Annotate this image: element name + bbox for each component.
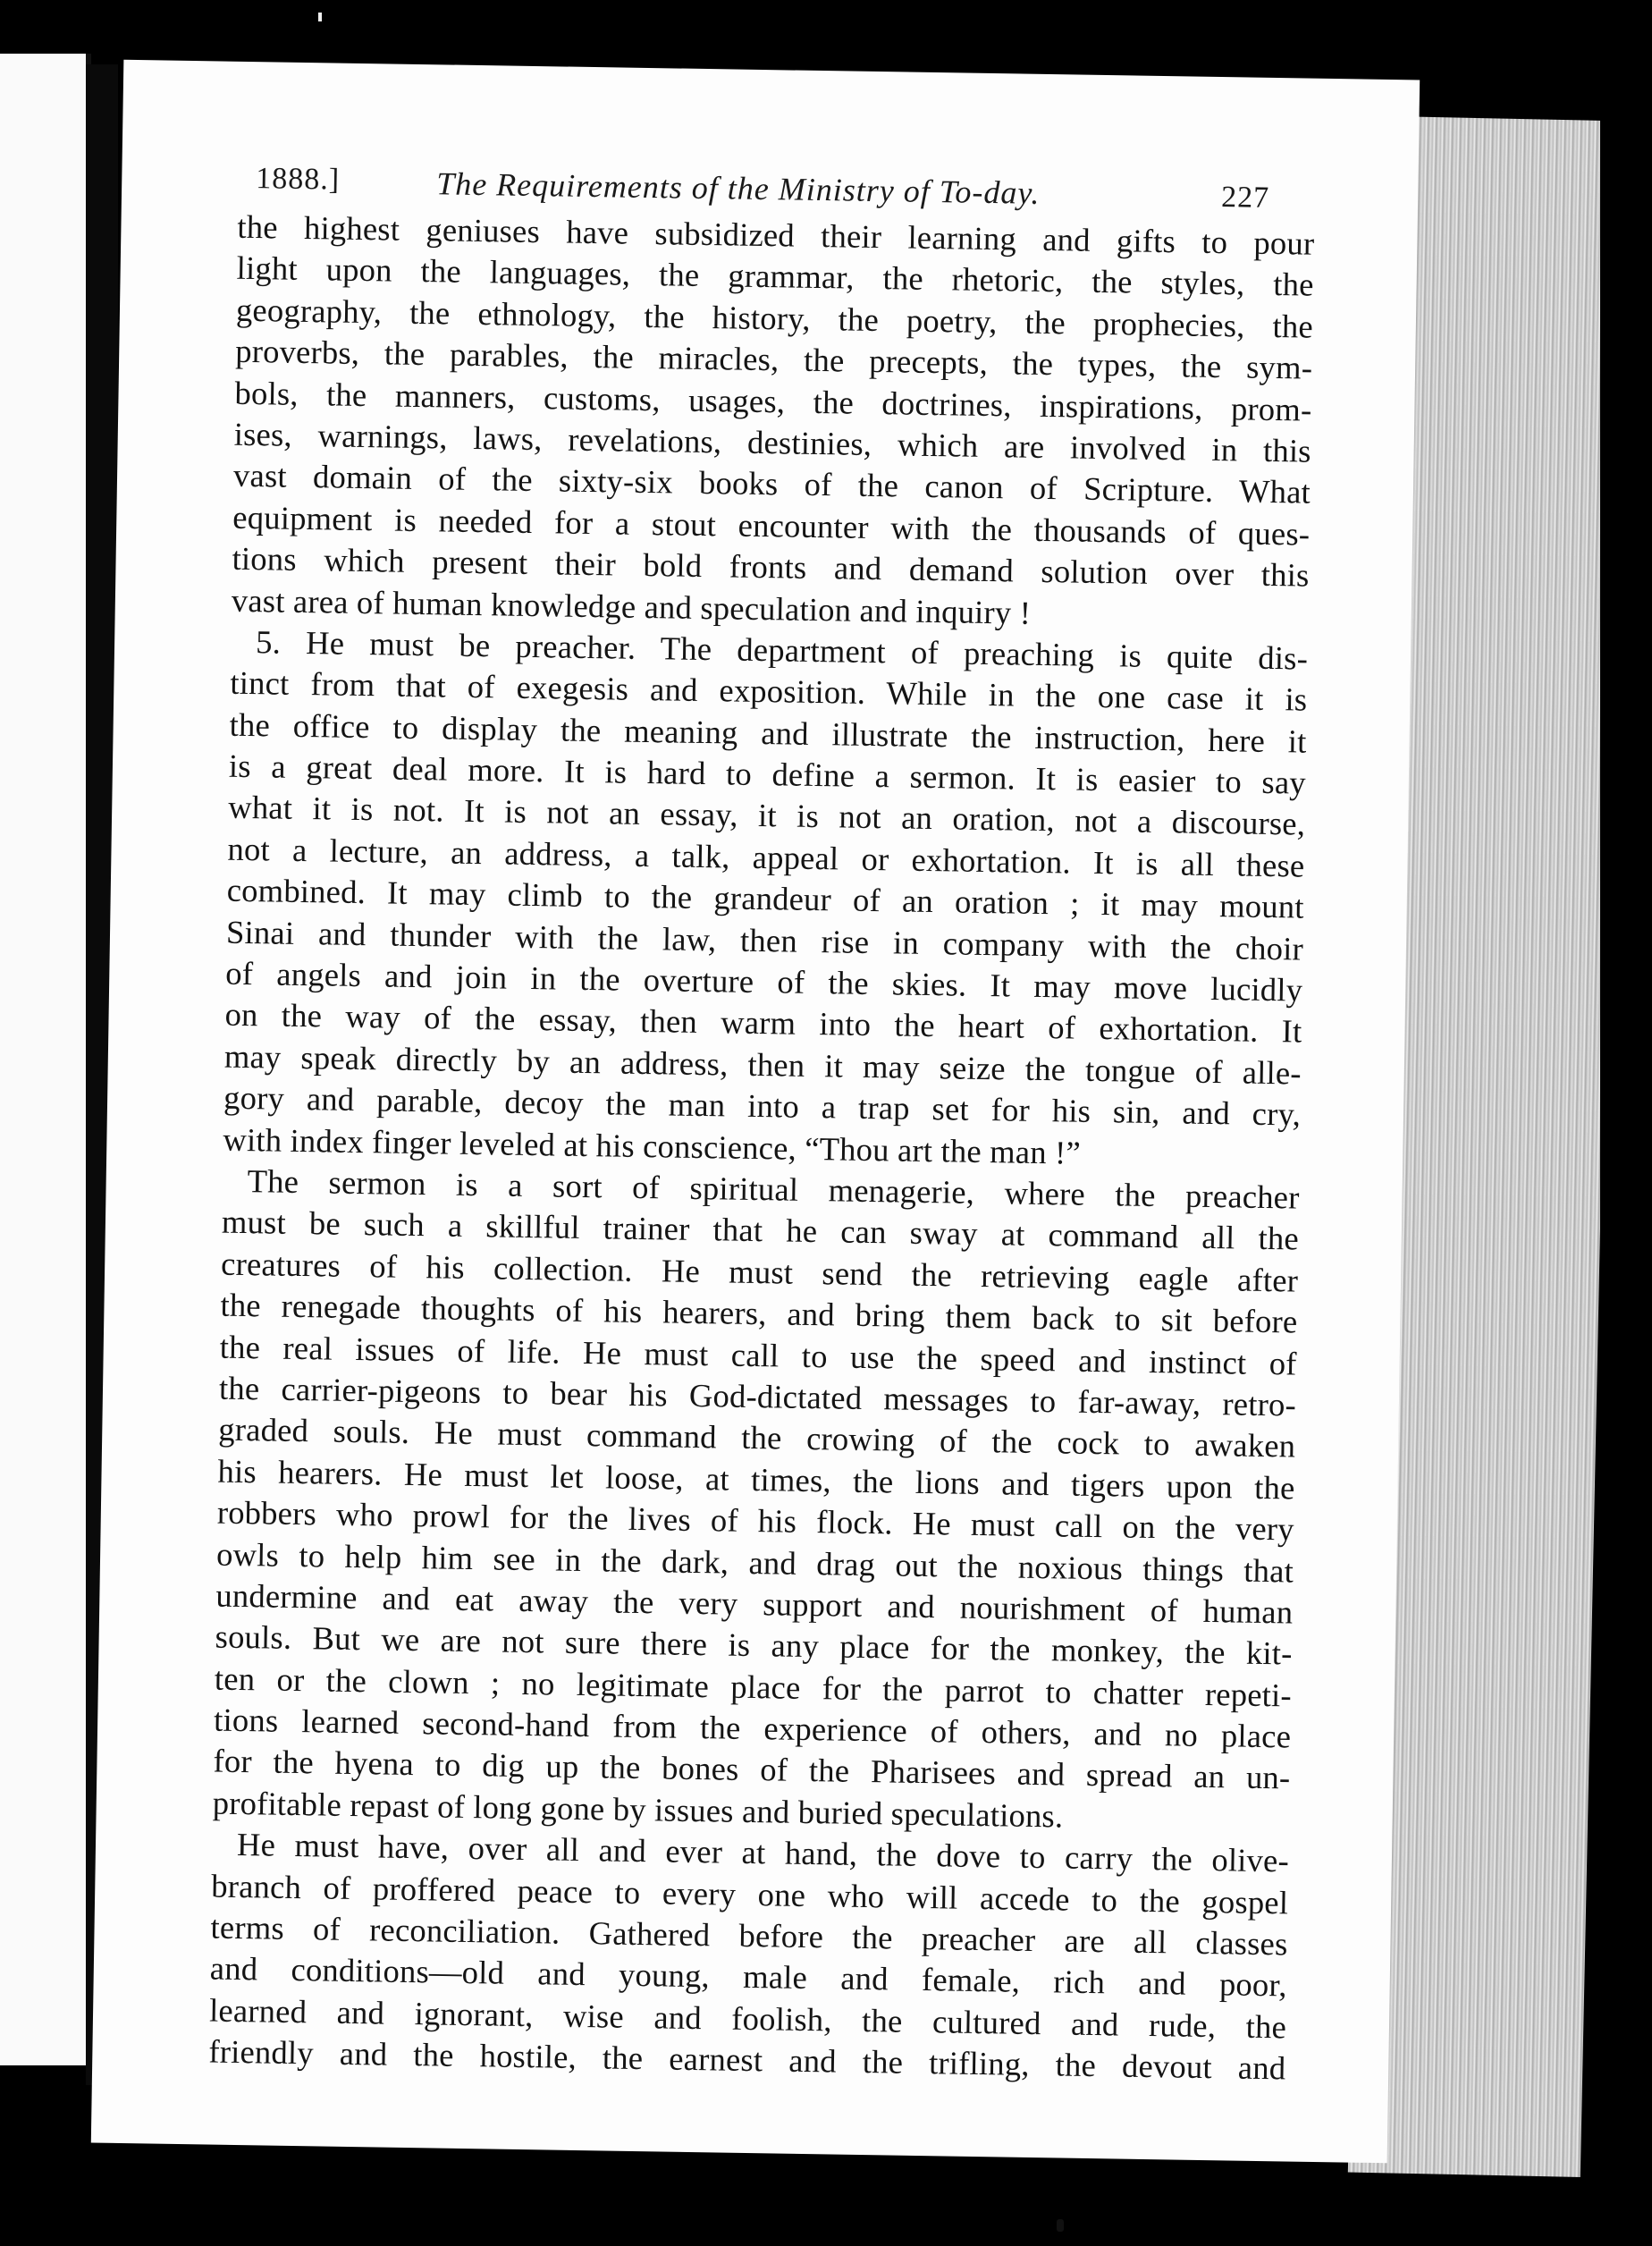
text-line: Sinai and thunder with the law, then rise in company with the choir xyxy=(225,913,1304,967)
text-line: tions learned second-hand from the experience of others, and no place xyxy=(213,1701,1292,1755)
text-line: the real issues of life. He must call to use the speed and instinct of xyxy=(219,1328,1297,1382)
text-line: graded souls. He must command the crowing of the cock to awaken xyxy=(218,1410,1296,1465)
text-line: gory and parable, decoy the man into a trap set for his sin, and cry, xyxy=(223,1078,1302,1133)
text-line: undermine and eat away the very support and nourishment of human xyxy=(215,1576,1294,1631)
text-line: friendly and the hostile, the earnest and the trifling, the devout and xyxy=(208,2032,1286,2087)
text-line: not a lecture, an address, a talk, appeal or exhortation. It is all these xyxy=(227,830,1305,884)
text-line: 5. He must be preacher. The department of preaching is quite dis- xyxy=(255,623,1309,677)
scan-speck xyxy=(1057,2219,1064,2232)
text-line: light upon the languages, the grammar, the rhetoric, the styles, the xyxy=(236,249,1314,304)
text-line: may speak directly by an address, then it may seize the tongue of alle- xyxy=(223,1037,1302,1092)
text-line: tinct from that of exegesis and exposition. While in the one case it is xyxy=(230,664,1308,718)
text-line: with index finger leveled at his conscience, “Thou art the man !” xyxy=(223,1120,1082,1171)
text-line: ises, warnings, laws, revelations, destinies, which are involved in this xyxy=(233,415,1312,469)
text-line: the renegade thoughts of his hearers, and bring them back to sit before xyxy=(220,1286,1298,1340)
text-line: is a great deal more. It is hard to define a sermon. It is easier to say xyxy=(228,747,1307,801)
text-line: proverbs, the parables, the miracles, the precepts, the types, the sym- xyxy=(234,332,1313,386)
text-line: the carrier-pigeons to bear his God-dictated messages to far-away, retro- xyxy=(218,1369,1297,1423)
running-title: The Requirements of the Ministry of To-day. xyxy=(435,165,1041,211)
text-line: The sermon is a sort of spiritual menagerie, where the preacher xyxy=(247,1162,1300,1216)
text-line: profitable repast of long gone by issues and buried speculations. xyxy=(212,1784,1064,1835)
text-line: what it is not. It is not an essay, it is not an oration, not a discourse, xyxy=(227,789,1306,843)
scan-speck xyxy=(318,13,322,21)
header-year: 1888.] xyxy=(256,162,341,197)
text-line: the highest geniuses have subsidized their learning and gifts to pour xyxy=(237,207,1315,262)
text-line: learned and ignorant, wise and foolish, the cultured and rude, the xyxy=(208,1991,1287,2046)
text-line: the office to display the meaning and illustrate the instruction, here it xyxy=(229,705,1307,760)
text-line: on the way of the essay, then warm into the heart of exhortation. It xyxy=(224,996,1302,1051)
page-body-text xyxy=(208,207,1315,2090)
text-line: creatures of his collection. He must send the retrieving eagle after xyxy=(220,1245,1299,1299)
page-number: 227 xyxy=(1220,181,1270,215)
text-line: branch of proffered peace to every one who will accede to the gospel xyxy=(211,1867,1289,1921)
text-line: and conditions—old and young, male and female, rich and poor, xyxy=(209,1949,1288,2004)
text-line: ten or the clown ; no legitimate place for the parrot to chatter repeti- xyxy=(214,1659,1293,1714)
text-line: owls to help him see in the dark, and drag out the noxious things that xyxy=(215,1535,1294,1590)
text-line: geography, the ethnology, the history, the poetry, the prophecies, the xyxy=(235,291,1314,345)
book-page xyxy=(91,60,1420,2163)
text-line: of angels and join in the overture of the skies. It may move lucidly xyxy=(225,954,1303,1009)
text-line: vast area of human knowledge and speculation and inquiry ! xyxy=(231,581,1032,631)
text-line: equipment is needed for a stout encounter with the thousands of ques- xyxy=(232,498,1311,553)
text-line: must be such a skillful trainer that he can sway at command all the xyxy=(221,1203,1300,1257)
text-line: for the hyena to dig up the bones of the Pharisees and spread an un- xyxy=(213,1743,1291,1796)
background-right xyxy=(1600,107,1652,2246)
text-line: He must have, over all and ever at hand, the dove to carry the olive- xyxy=(236,1826,1290,1879)
text-line: terms of reconciliation. Gathered before the preacher are all classes xyxy=(210,1908,1288,1963)
text-line: his hearers. He must let loose, at times, the lions and tigers upon the xyxy=(217,1452,1295,1507)
text-line: tions which present their bold fronts and demand solution over this xyxy=(232,539,1310,594)
text-line: bols, the manners, customs, usages, the doctrines, inspirations, prom- xyxy=(234,374,1312,428)
text-line: souls. But we are not sure there is any place for the monkey, the kit- xyxy=(215,1617,1293,1672)
previous-page-edge xyxy=(0,54,91,2065)
text-line: robbers who prowl for the lives of his flock. He must call on the very xyxy=(216,1493,1295,1548)
text-line: vast domain of the sixty-six books of the canon of Scripture. What xyxy=(232,457,1311,511)
text-line: combined. It may climb to the grandeur of an oration ; it may mount xyxy=(226,871,1304,925)
